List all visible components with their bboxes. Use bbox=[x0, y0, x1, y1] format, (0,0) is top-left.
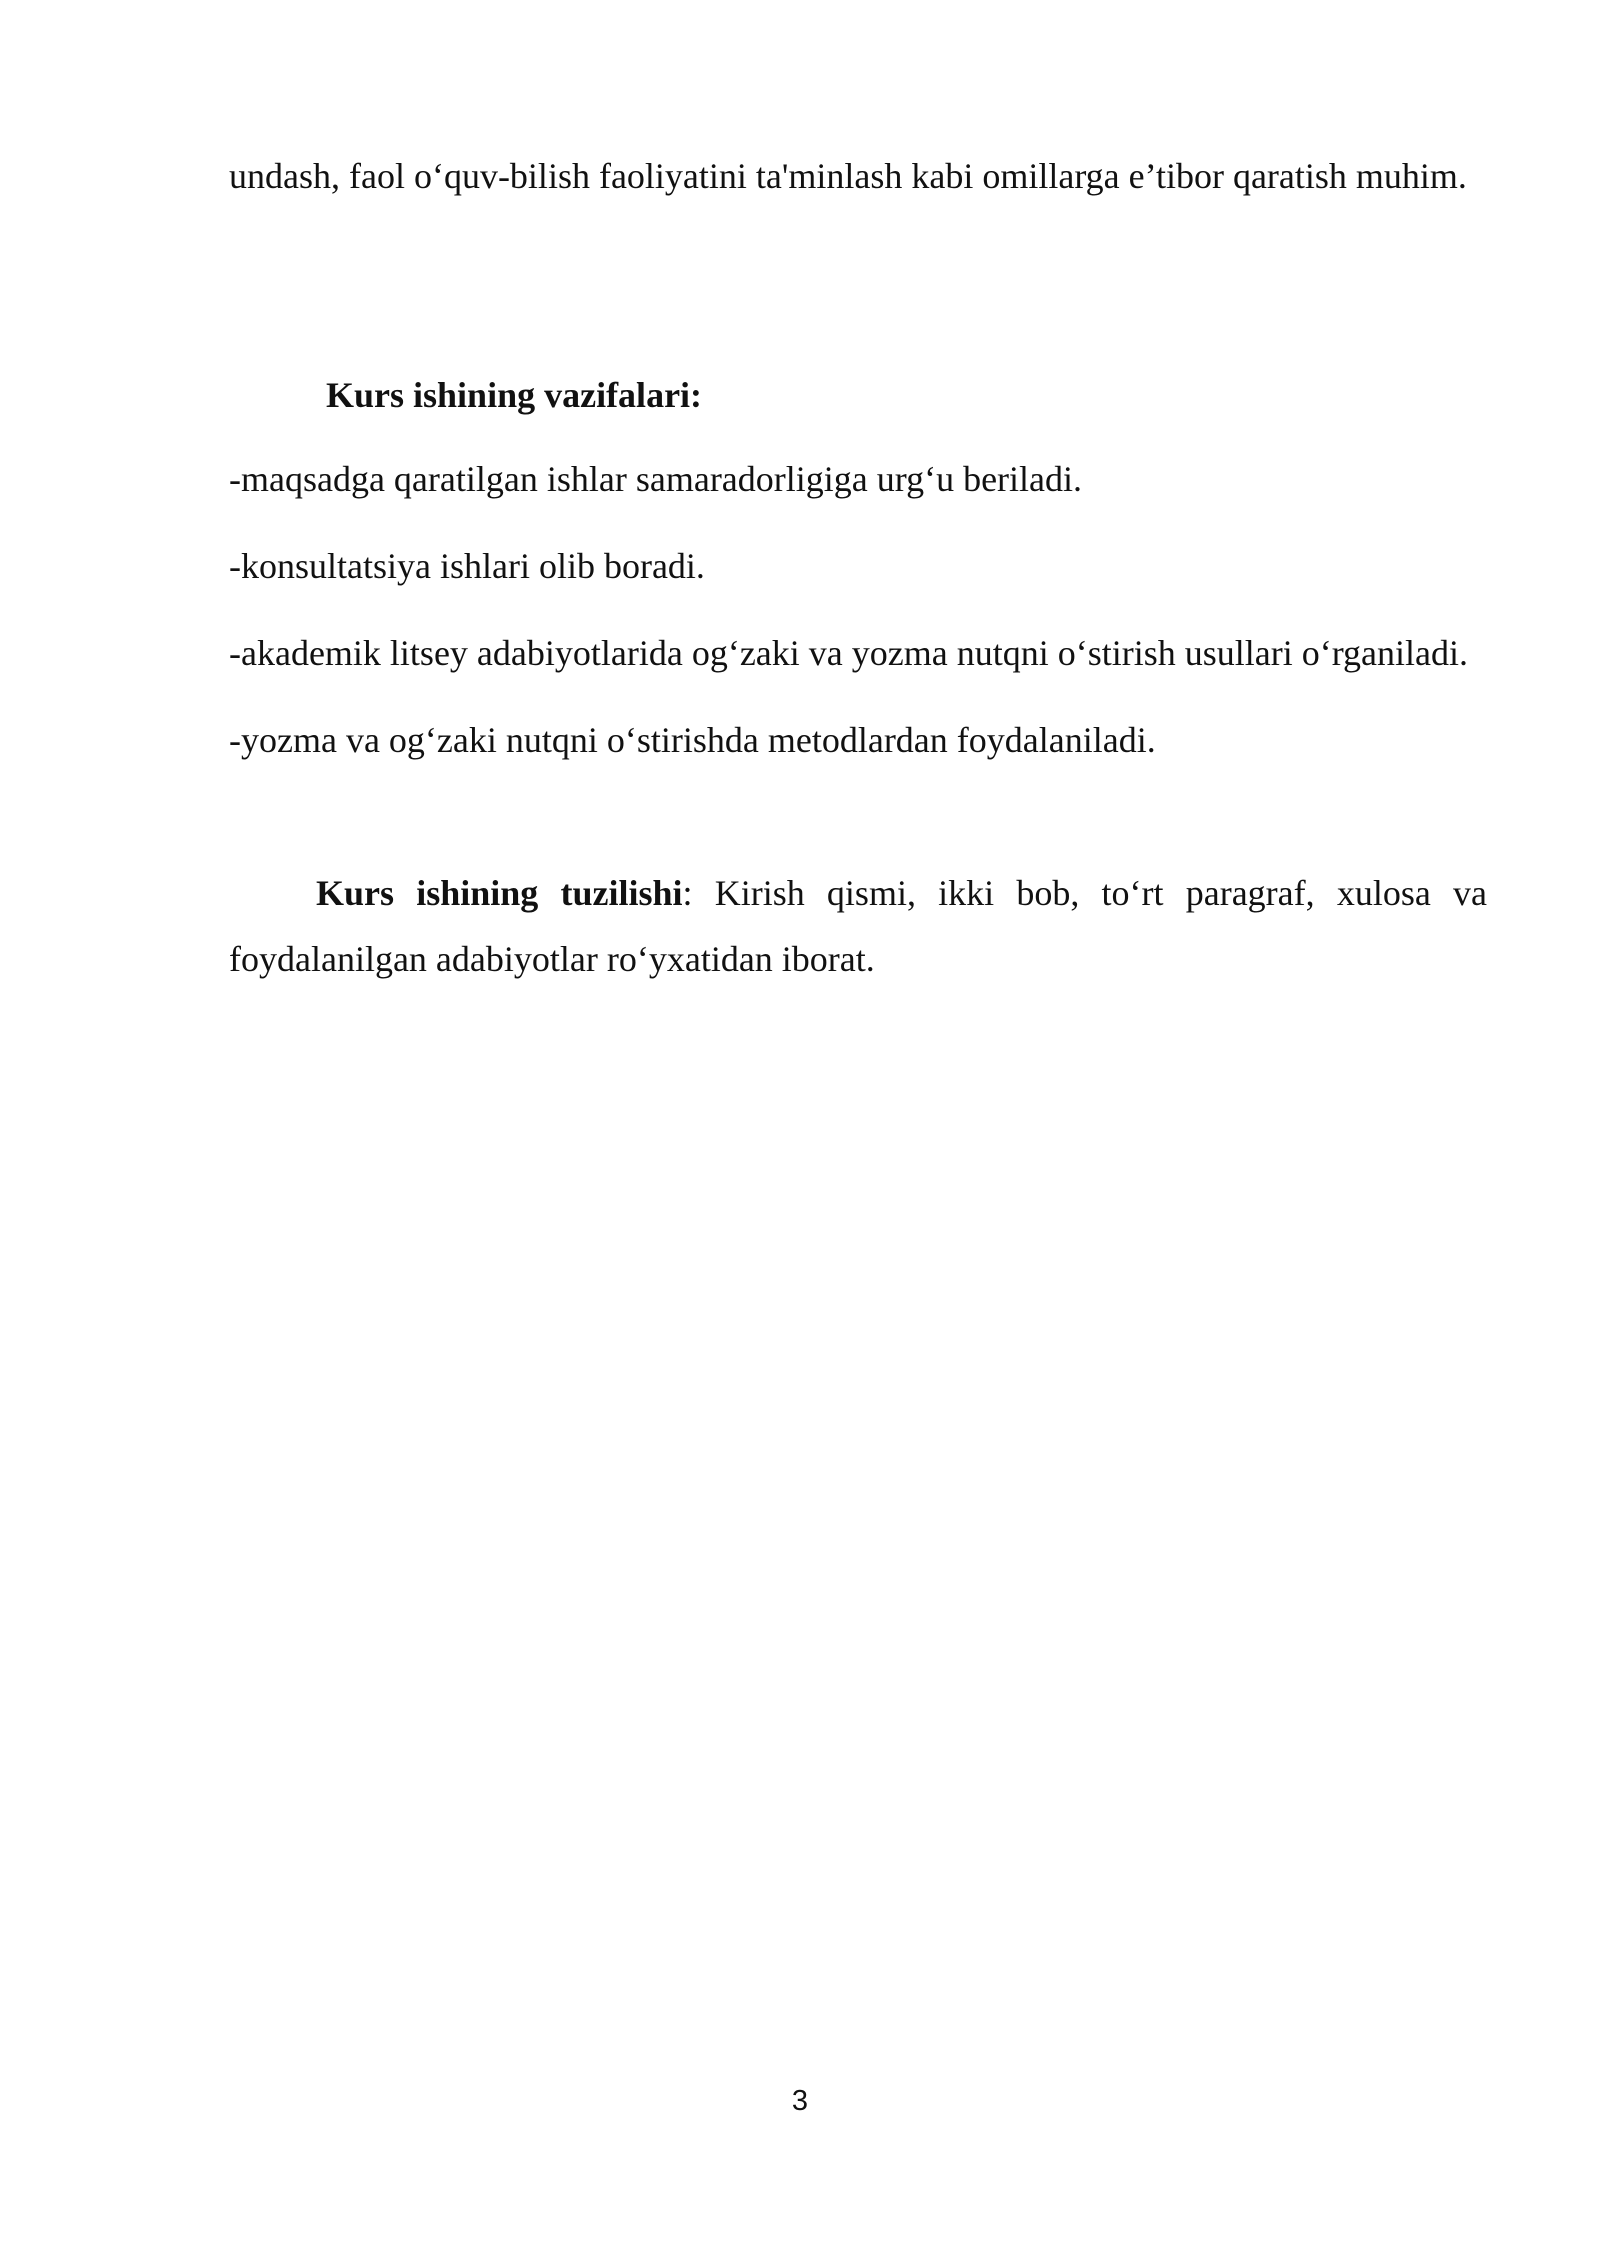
task-item: -konsultatsiya ishlari olib boradi. bbox=[229, 546, 705, 586]
structure-section bbox=[229, 860, 1487, 992]
structure-label: Kurs ishining tuzilishi bbox=[316, 873, 683, 913]
tasks-heading: Kurs ishining vazifalari: bbox=[326, 375, 703, 415]
task-item: -yozma va og‘zaki nutqni o‘stirishda metodlardan foydalaniladi. bbox=[229, 720, 1156, 760]
intro-paragraph: undash, faol o‘quv-bilish faoliyatini ta'minlash kabi omillarga e’tibor qaratish muhim. bbox=[229, 156, 1467, 196]
task-item: -akademik litsey adabiyotlarida og‘zaki va yozma nutqni o‘stirish usullari o‘rganiladi. bbox=[229, 633, 1468, 673]
structure-text: : Kirish qismi, ikki bob, to‘rt paragraf, xulosa va foydalanilgan adabiyotlar ro‘yxatidan iborat. bbox=[229, 873, 1488, 979]
intro-section bbox=[229, 143, 1487, 209]
task-item: -maqsadga qaratilgan ishlar samaradorligiga urg‘u beriladi. bbox=[229, 459, 1083, 499]
page-number: 3 bbox=[791, 2085, 809, 2117]
tasks-list bbox=[229, 446, 1487, 794]
structure-paragraph bbox=[229, 860, 1487, 992]
